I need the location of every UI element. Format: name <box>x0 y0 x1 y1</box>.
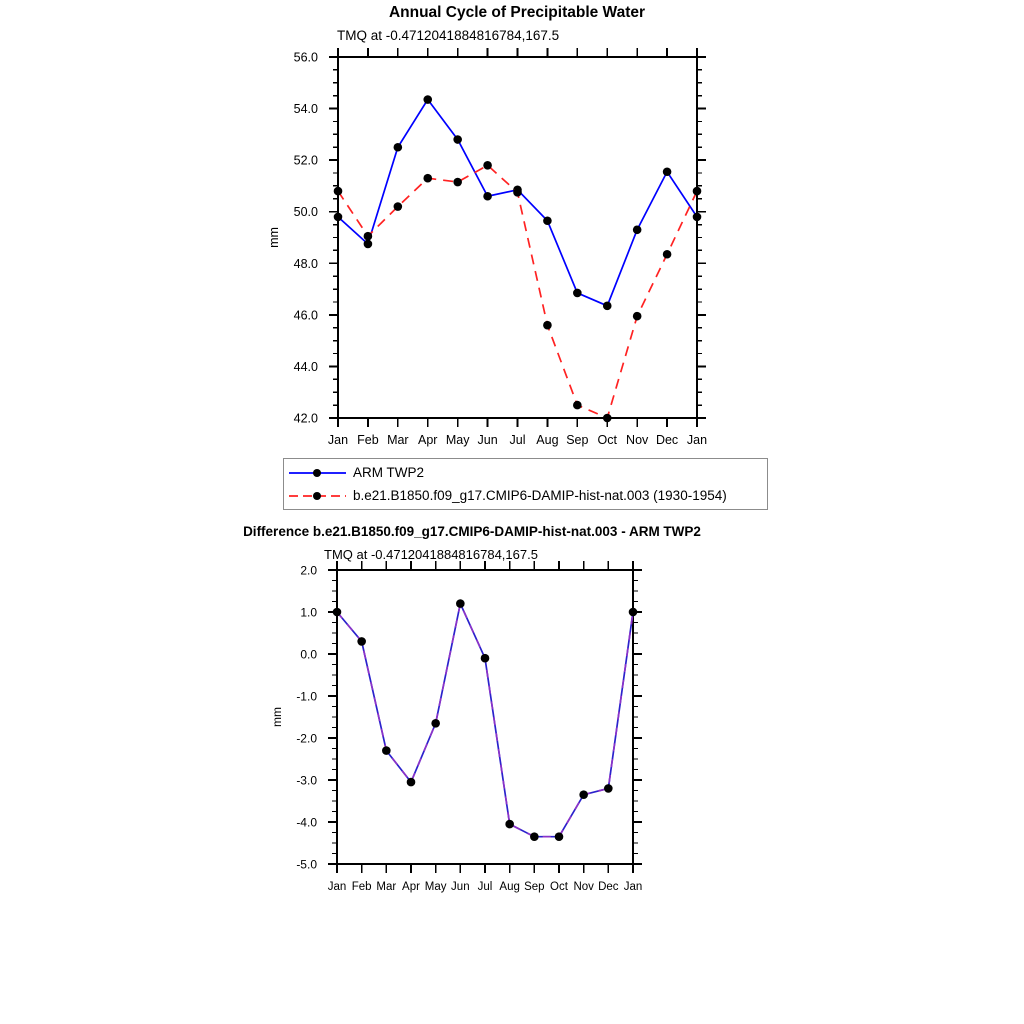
series-line <box>337 604 633 837</box>
x-tick-label: Jan <box>327 433 349 447</box>
legend-item-model <box>288 484 763 507</box>
y-tick-label: 54.0 <box>293 102 318 117</box>
legend-box <box>283 458 768 510</box>
x-tick-label: Dec <box>598 881 619 893</box>
data-point-marker <box>333 608 342 617</box>
x-tick-label: Apr <box>402 881 420 893</box>
y-tick-label: 56.0 <box>293 50 318 65</box>
legend-label-arm-twp2: ARM TWP2 <box>353 465 425 480</box>
plot-frame <box>337 570 633 864</box>
data-point-marker <box>693 187 702 196</box>
difference-chart <box>250 558 655 903</box>
data-point-marker <box>555 832 564 841</box>
x-tick-label: Jan <box>686 433 708 447</box>
data-point-marker <box>364 240 373 249</box>
axis-ticks <box>329 48 706 427</box>
data-point-marker <box>394 143 403 152</box>
data-point-marker <box>453 178 462 187</box>
data-point-marker <box>579 790 588 799</box>
x-tick-label: Aug <box>499 881 520 893</box>
data-point-marker <box>394 202 403 211</box>
data-point-marker <box>382 746 391 755</box>
data-point-marker <box>407 778 416 787</box>
data-point-marker <box>603 302 612 311</box>
x-tick-label: Feb <box>357 433 379 447</box>
data-point-marker <box>456 599 465 608</box>
x-tick-label: May <box>445 433 470 447</box>
data-point-marker <box>543 321 552 330</box>
x-tick-label: Feb <box>351 881 372 893</box>
x-tick-label: Oct <box>550 881 568 893</box>
x-tick-label: Jul <box>477 881 493 893</box>
data-point-marker <box>573 289 582 298</box>
x-tick-label: Dec <box>655 433 679 447</box>
data-point-marker <box>483 192 492 201</box>
x-tick-label: Sep <box>566 433 589 447</box>
red-dashed-line-marker-sample <box>288 489 350 503</box>
plot-frame <box>338 57 697 418</box>
data-point-marker <box>604 784 613 793</box>
y-tick-label: 1.0 <box>300 605 317 620</box>
data-point-marker <box>483 161 492 170</box>
x-tick-label: May <box>424 881 447 893</box>
data-point-marker <box>453 135 462 144</box>
x-tick-label: Jun <box>477 433 498 447</box>
data-point-marker <box>364 232 373 241</box>
data-point-marker <box>423 95 432 104</box>
x-tick-label: Mar <box>387 433 409 447</box>
data-point-marker <box>663 167 672 176</box>
series-line-overlay <box>337 604 633 837</box>
x-tick-label: Mar <box>376 881 397 893</box>
x-tick-label: Nov <box>573 881 594 893</box>
x-tick-label: Oct <box>597 433 617 447</box>
y-tick-label: 46.0 <box>293 308 318 323</box>
x-tick-label: Jan <box>623 881 643 893</box>
difference-subtitle: TMQ at -0.4712041884816784,167.5 <box>324 547 538 562</box>
data-point-marker <box>513 188 522 197</box>
x-tick-label: Jun <box>451 881 470 893</box>
axis-ticks <box>328 561 642 873</box>
data-point-marker <box>481 654 490 663</box>
series-0 <box>334 95 702 310</box>
y-axis-label: mm <box>267 227 281 248</box>
y-tick-label: 44.0 <box>293 359 318 374</box>
data-point-marker <box>633 312 642 321</box>
series-line <box>338 165 697 418</box>
data-point-marker <box>334 187 343 196</box>
series-1 <box>334 161 702 422</box>
data-point-marker <box>505 820 514 829</box>
y-tick-label: 52.0 <box>293 153 318 168</box>
x-tick-label: Apr <box>418 433 438 447</box>
y-tick-label: -3.0 <box>296 773 317 788</box>
legend-label-model: b.e21.B1850.f09_g17.CMIP6-DAMIP-hist-nat.003 (1930-1954) <box>353 488 727 503</box>
data-point-marker <box>693 213 702 222</box>
data-point-marker <box>629 608 638 617</box>
data-point-marker <box>334 213 343 222</box>
y-tick-label: 0.0 <box>300 647 317 662</box>
annual-cycle-subtitle: TMQ at -0.4712041884816784,167.5 <box>337 28 560 43</box>
data-point-marker <box>357 637 366 646</box>
y-axis-label: mm <box>270 707 284 727</box>
data-point-marker <box>530 832 539 841</box>
y-tick-label: 42.0 <box>293 411 318 426</box>
x-tick-label: Jul <box>509 433 526 447</box>
y-tick-label: -5.0 <box>296 857 317 872</box>
data-point-marker <box>603 414 612 423</box>
y-tick-label: 50.0 <box>293 205 318 220</box>
difference-title: Difference b.e21.B1850.f09_g17.CMIP6-DAMIP-hist-nat.003 - ARM TWP2 <box>243 524 701 539</box>
series-0 <box>333 599 638 841</box>
y-tick-label: -2.0 <box>296 731 317 746</box>
blue-solid-line-marker-sample <box>288 466 350 480</box>
legend-item-arm-twp2 <box>288 461 763 484</box>
x-tick-label: Nov <box>626 433 649 447</box>
x-tick-label: Jan <box>327 881 347 893</box>
data-point-marker <box>431 719 440 728</box>
axis-labels <box>267 51 707 448</box>
y-tick-label: -4.0 <box>296 815 317 830</box>
data-point-marker <box>663 250 672 259</box>
x-tick-label: Aug <box>536 433 559 447</box>
y-tick-label: 2.0 <box>300 563 317 578</box>
y-tick-label: -1.0 <box>296 689 317 704</box>
data-point-marker <box>633 225 642 234</box>
data-point-marker <box>573 401 582 410</box>
series-line <box>338 100 697 306</box>
data-point-marker <box>423 174 432 183</box>
data-point-marker <box>543 216 552 225</box>
annual-cycle-chart <box>255 45 720 457</box>
x-tick-label: Sep <box>524 881 545 893</box>
annual-cycle-title: Annual Cycle of Precipitable Water <box>388 4 646 21</box>
y-tick-label: 48.0 <box>293 256 318 271</box>
axis-labels <box>270 564 642 894</box>
